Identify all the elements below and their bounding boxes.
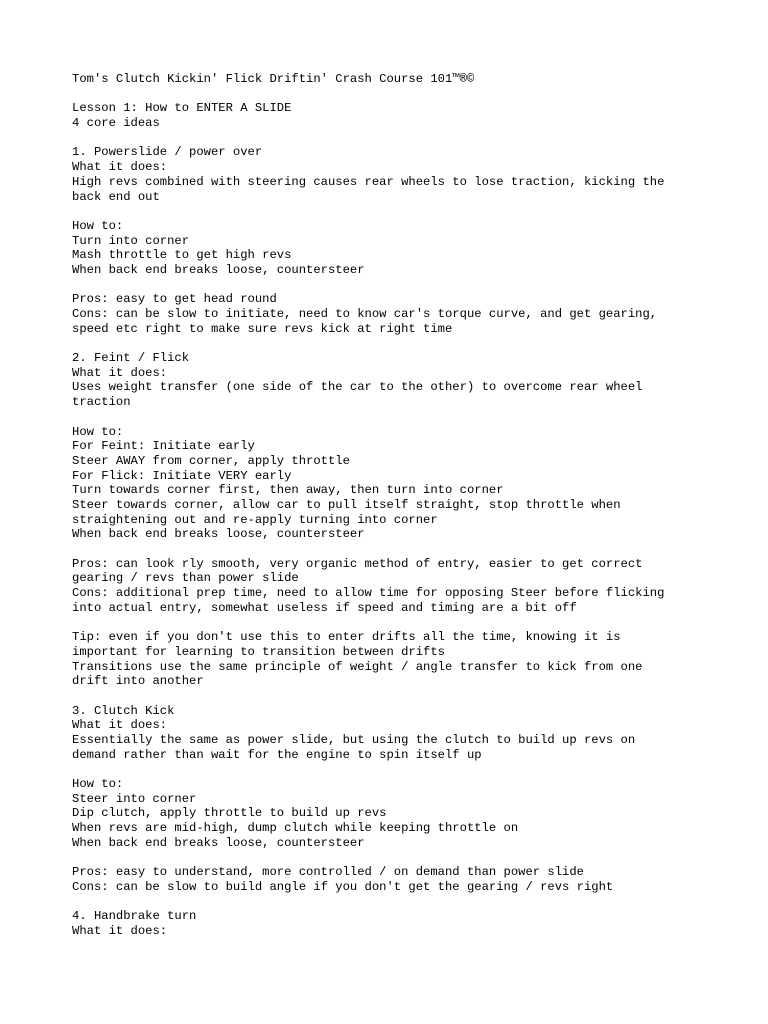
text-line: traction <box>72 395 131 410</box>
text-line: Cons: additional prep time, need to allow time for opposing Steer before flicking <box>72 586 665 601</box>
text-line: Pros: easy to get head round <box>72 292 277 307</box>
text-line: speed etc right to make sure revs kick at right time <box>72 321 453 336</box>
text-line: 2. Feint / Flick <box>72 351 190 366</box>
text-line: How to: <box>72 218 124 233</box>
text-line: What it does: <box>72 160 168 175</box>
text-line: Uses weight transfer (one side of the car to the other) to overcome rear wheel <box>72 380 643 395</box>
blank-line <box>72 336 712 351</box>
text-line: Steer into corner <box>72 791 197 806</box>
text-line: High revs combined with steering causes rear wheels to lose traction, kicking the <box>72 174 665 189</box>
text-line: Tip: even if you don't use this to enter drifts all the time, knowing it is <box>72 630 621 645</box>
blank-line <box>72 895 712 910</box>
text-line: Lesson 1: How to ENTER A SLIDE <box>72 101 292 116</box>
text-line: demand rather than wait for the engine to spin itself up <box>72 747 482 762</box>
document-title: Tom's Clutch Kickin' Flick Driftin' Crash Course 101™®© <box>72 72 475 86</box>
text-line: straightening out and re-apply turning into corner <box>72 512 438 527</box>
text-line: drift into another <box>72 674 204 689</box>
text-line: Turn towards corner first, then away, then turn into corner <box>72 483 504 498</box>
text-line: When back end breaks loose, countersteer <box>72 262 365 277</box>
text-line: What it does: <box>72 365 168 380</box>
text-line: Essentially the same as power slide, but using the clutch to build up revs on <box>72 732 636 747</box>
text-line: Dip clutch, apply throttle to build up revs <box>72 806 387 821</box>
text-line: How to: <box>72 424 124 439</box>
text-line: 1. Powerslide / power over <box>72 145 263 160</box>
text-line: Cons: can be slow to initiate, need to know car's torque curve, and get gearing, <box>72 307 658 321</box>
text-line: How to: <box>72 777 124 791</box>
text-line: back end out <box>72 189 160 204</box>
text-line: When back end breaks loose, countersteer <box>72 527 365 542</box>
text-line: For Feint: Initiate early <box>72 439 255 454</box>
text-line: Mash throttle to get high revs <box>72 248 292 263</box>
blank-line <box>72 131 712 146</box>
blank-line <box>72 615 712 630</box>
document-body <box>72 72 712 939</box>
blank-line <box>72 278 712 293</box>
text-line: gearing / revs than power slide <box>72 571 299 586</box>
text-line: Pros: easy to understand, more controlled / on demand than power slide <box>72 865 584 880</box>
blank-line <box>72 410 712 425</box>
blank-line <box>72 762 712 777</box>
text-line: 4 core ideas <box>72 116 160 131</box>
text-line: 4. Handbrake turn <box>72 909 197 924</box>
text-line: Turn into corner <box>72 233 190 248</box>
text-line: What it does: <box>72 718 168 733</box>
blank-line <box>72 850 712 865</box>
text-line: Steer AWAY from corner, apply throttle <box>72 453 350 468</box>
blank-line <box>72 689 712 704</box>
text-line: When back end breaks loose, countersteer <box>72 835 365 850</box>
text-line: What it does: <box>72 923 168 938</box>
text-line: 3. Clutch Kick <box>72 703 175 718</box>
text-line: Transitions use the same principle of weight / angle transfer to kick from one <box>72 659 643 674</box>
text-line: When revs are mid-high, dump clutch while keeping throttle on <box>72 821 519 836</box>
text-line: Steer towards corner, allow car to pull itself straight, stop throttle when <box>72 497 621 512</box>
text-line: Pros: can look rly smooth, very organic method of entry, easier to get correct <box>72 556 643 571</box>
text-line: important for learning to transition between drifts <box>72 644 445 659</box>
blank-line <box>72 87 712 102</box>
blank-line <box>72 204 712 219</box>
text-line: For Flick: Initiate VERY early <box>72 468 292 483</box>
text-line: Cons: can be slow to build angle if you don't get the gearing / revs right <box>72 879 614 894</box>
blank-line <box>72 542 712 557</box>
text-line: into actual entry, somewhat useless if speed and timing are a bit off <box>72 600 577 615</box>
